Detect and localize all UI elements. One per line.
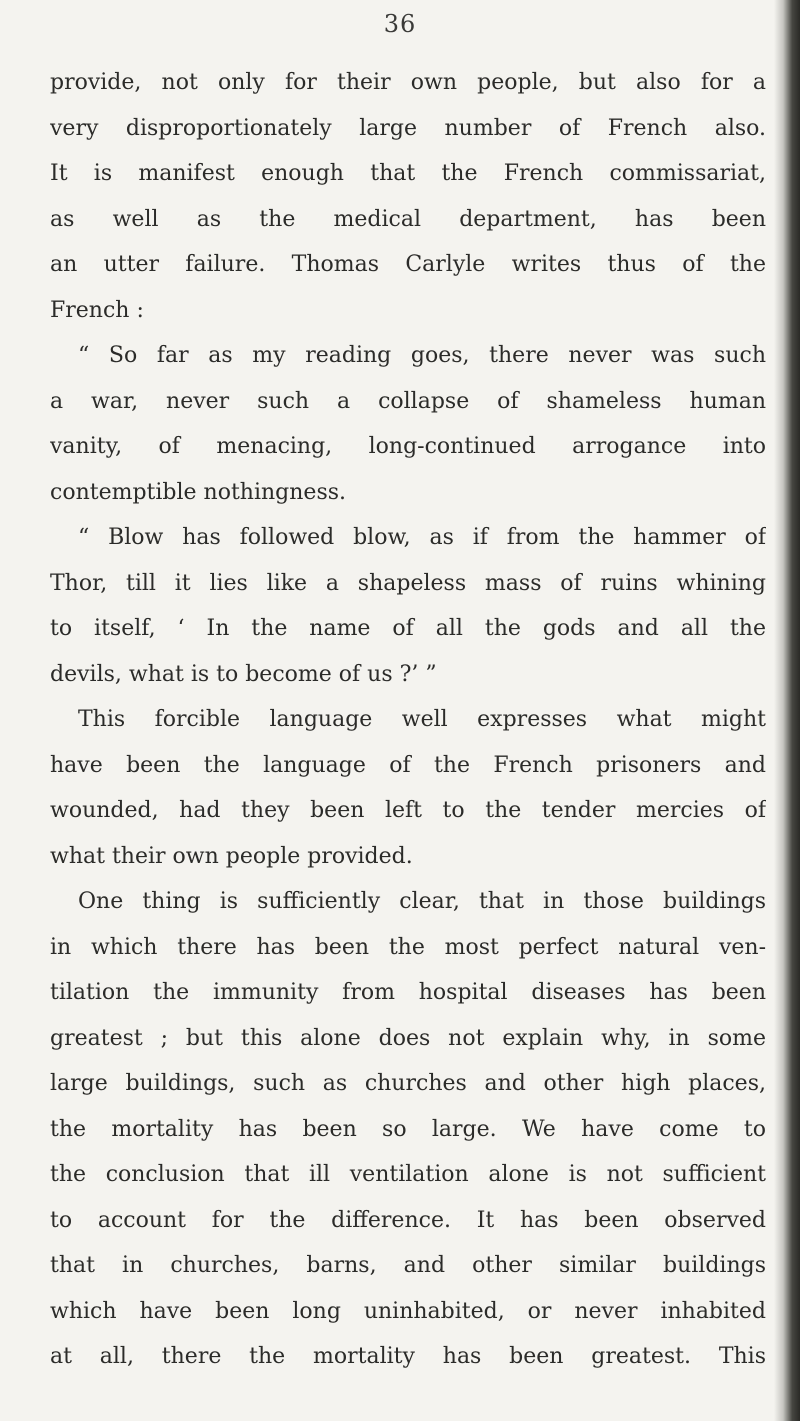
text-line: the mortality has been so large. We have come to	[50, 1116, 766, 1142]
text-line: in which there has been the most perfect natural ven-	[50, 934, 766, 960]
text-line: to account for the difference. It has been observed	[50, 1207, 766, 1233]
text-line: “ So far as my reading goes, there never was such	[78, 343, 766, 368]
text-line: what their own people provided.	[50, 843, 413, 869]
text-line: at all, there the mortality has been greatest. This	[50, 1344, 766, 1369]
text-line: One thing is sufficiently clear, that in those buildings	[78, 889, 766, 914]
text-line: contemptible nothingness.	[50, 479, 347, 505]
text-line: as well as the medical department, has been	[50, 206, 766, 232]
text-line: which have been long uninhabited, or never inhabited	[50, 1298, 766, 1324]
text-line: greatest ; but this alone does not explain why, in some	[50, 1025, 766, 1051]
text-line: Thor, till it lies like a shapeless mass of ruins whining	[50, 570, 766, 596]
text-line: a war, never such a collapse of shameless human	[50, 388, 766, 414]
text-line: French :	[50, 297, 144, 323]
text-line: to itself, ‘ In the name of all the gods and all the	[50, 616, 766, 641]
text-line: tilation the immunity from hospital diseases has been	[50, 980, 766, 1005]
text-line: devils, what is to become of us ?’ ”	[50, 661, 437, 687]
text-line: the conclusion that ill ventilation alone is not sufficient	[50, 1162, 766, 1187]
text-line: “ Blow has followed blow, as if from the hammer of	[78, 525, 766, 550]
text-line: very disproportionately large number of French also.	[50, 115, 766, 141]
text-line: provide, not only for their own people, but also for a	[50, 70, 766, 95]
text-line: vanity, of menacing, long-continued arrogance into	[50, 434, 766, 459]
text-line: large buildings, such as churches and other high places,	[50, 1071, 766, 1096]
text-line: that in churches, barns, and other similar buildings	[50, 1253, 766, 1278]
text-line: This forcible language well expresses what might	[78, 707, 766, 732]
text-line: have been the language of the French prisoners and	[50, 752, 766, 778]
text-line: wounded, had they been left to the tender mercies of	[50, 798, 766, 823]
text-line: It is manifest enough that the French commissariat,	[50, 161, 766, 186]
page-number: 36	[383, 10, 417, 38]
page-edge-shadow	[774, 0, 800, 1421]
text-line: an utter failure. Thomas Carlyle writes thus of the	[50, 252, 766, 277]
body-text	[50, 60, 766, 1380]
